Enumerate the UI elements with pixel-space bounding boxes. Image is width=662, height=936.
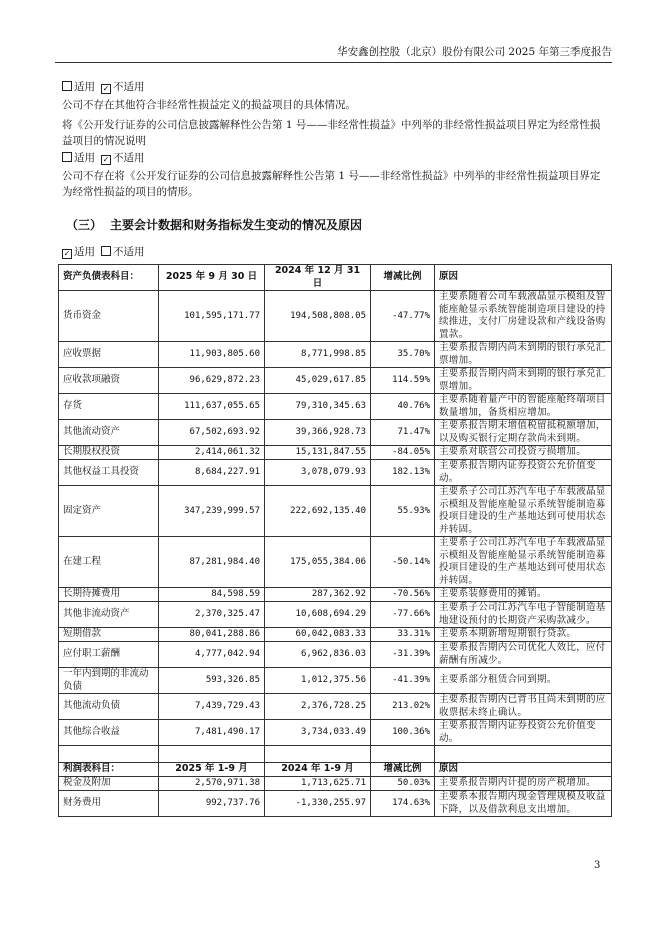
row-reason: 主要系报告期内计提的房产税增加。 xyxy=(435,777,612,791)
table-header-row xyxy=(59,763,612,777)
row-change-ratio: -47.77% xyxy=(371,291,435,342)
option-applicable[interactable] xyxy=(62,152,95,164)
row-change-ratio: -70.56% xyxy=(371,588,435,602)
table-row xyxy=(59,777,612,791)
table-row xyxy=(59,642,612,668)
row-reason: 主要系子公司江苏汽车电子车载液晶显示模组及智能座舱显示系统智能制造募投项目建设的生产基地达到可使用状态并转固。 xyxy=(435,537,612,588)
option-label: 适用 xyxy=(74,81,95,93)
row-change-ratio: 114.59% xyxy=(371,368,435,394)
row-prior-value: 8,771,998.85 xyxy=(265,342,371,368)
table-row xyxy=(59,588,612,602)
row-current-value: 101,595,171.77 xyxy=(159,291,265,342)
row-prior-value: 79,310,345.63 xyxy=(265,394,371,420)
section-number: （三） xyxy=(66,218,103,232)
row-prior-value: 10,608,694.29 xyxy=(265,602,371,628)
row-prior-value: 222,692,135.40 xyxy=(265,486,371,537)
row-change-ratio: 40.76% xyxy=(371,394,435,420)
header-prior: 2024 年 1-9 月 xyxy=(265,763,371,777)
row-item: 应收款项融资 xyxy=(59,368,159,394)
option-not-applicable[interactable] xyxy=(101,246,145,258)
table-row xyxy=(59,342,612,368)
table-row xyxy=(59,720,612,746)
row-current-value: 111,637,055.65 xyxy=(159,394,265,420)
row-item: 存货 xyxy=(59,394,159,420)
unchecked-box-icon xyxy=(101,246,111,256)
row-current-value: 8,684,227.91 xyxy=(159,460,265,486)
row-change-ratio: 182.13% xyxy=(371,460,435,486)
row-change-ratio: -84.05% xyxy=(371,446,435,460)
header-current: 2025 年 1-9 月 xyxy=(159,763,265,777)
row-change-ratio: -77.66% xyxy=(371,602,435,628)
table-row xyxy=(59,394,612,420)
row-current-value: 7,481,490.17 xyxy=(159,720,265,746)
row-prior-value: 1,012,375.56 xyxy=(265,668,371,694)
row-change-ratio: 100.36% xyxy=(371,720,435,746)
table-row xyxy=(59,420,612,446)
row-reason: 主要系报告期内证券投资公允价值变动。 xyxy=(435,460,612,486)
row-current-value: 2,370,325.47 xyxy=(159,602,265,628)
row-reason: 主要系对联营公司投资亏损增加。 xyxy=(435,446,612,460)
row-prior-value: 3,078,079.93 xyxy=(265,460,371,486)
option-applicable[interactable] xyxy=(62,81,95,93)
row-prior-value: 175,055,384.06 xyxy=(265,537,371,588)
unchecked-box-icon xyxy=(62,81,72,91)
row-prior-value: 39,366,928.73 xyxy=(265,420,371,446)
paragraph-2: 将《公开发行证券的公司信息披露解释性公告第 1 号——非经常性损益》中列举的非经常性损益项目界定为经常性损益项目的情况说明 xyxy=(62,119,601,147)
row-prior-value: 194,508,808.05 xyxy=(265,291,371,342)
row-reason: 主要系装修费用的摊销。 xyxy=(435,588,612,602)
checked-box-icon: ✓ xyxy=(63,249,71,258)
checked-box-icon: ✓ xyxy=(102,155,110,164)
row-current-value: 347,239,999.57 xyxy=(159,486,265,537)
row-prior-value: 45,029,617.85 xyxy=(265,368,371,394)
row-current-value: 84,598.59 xyxy=(159,588,265,602)
row-item: 其他综合收益 xyxy=(59,720,159,746)
option-applicable[interactable] xyxy=(62,246,95,258)
row-change-ratio: 71.47% xyxy=(371,420,435,446)
header-item: 利润表科目： xyxy=(59,763,159,777)
row-item: 货币资金 xyxy=(59,291,159,342)
header-current: 2025 年 9 月 30 日 xyxy=(159,265,265,291)
row-item: 应付职工薪酬 xyxy=(59,642,159,668)
row-current-value: 80,041,288.86 xyxy=(159,628,265,642)
row-item: 其他非流动资产 xyxy=(59,602,159,628)
row-item: 短期借款 xyxy=(59,628,159,642)
paragraph-1: 公司不存在其他符合非经常性损益定义的损益项目的具体情况。 xyxy=(62,99,356,111)
row-current-value: 2,414,061.32 xyxy=(159,446,265,460)
table-row xyxy=(59,446,612,460)
row-change-ratio: -50.14% xyxy=(371,537,435,588)
table-header-row xyxy=(59,265,612,291)
row-change-ratio: 213.02% xyxy=(371,694,435,720)
row-item: 长期待摊费用 xyxy=(59,588,159,602)
row-item: 税金及附加 xyxy=(59,777,159,791)
checkbox-row-1 xyxy=(62,79,607,95)
row-reason: 主要系本期新增短期银行贷款。 xyxy=(435,628,612,642)
row-change-ratio: -41.39% xyxy=(371,668,435,694)
row-current-value: 96,629,872.23 xyxy=(159,368,265,394)
section-title: 主要会计数据和财务指标发生变动的情况及原因 xyxy=(110,218,363,232)
checkbox-row-2 xyxy=(62,150,607,166)
row-change-ratio: 33.31% xyxy=(371,628,435,642)
header-change: 增减比例 xyxy=(371,265,435,291)
header-item: 资产负债表科目： xyxy=(59,265,159,291)
option-label: 适用 xyxy=(74,152,95,164)
row-current-value: 4,777,042.94 xyxy=(159,642,265,668)
row-change-ratio: -31.39% xyxy=(371,642,435,668)
row-prior-value: 1,713,625.71 xyxy=(265,777,371,791)
row-current-value: 11,903,805.60 xyxy=(159,342,265,368)
row-item: 财务费用 xyxy=(59,791,159,817)
row-prior-value: 6,962,836.03 xyxy=(265,642,371,668)
empty-cell xyxy=(435,746,612,763)
row-reason: 主要系报告期内证券投资公允价值变动。 xyxy=(435,720,612,746)
empty-cell xyxy=(159,746,265,763)
row-current-value: 7,439,729.43 xyxy=(159,694,265,720)
row-current-value: 2,570,971.38 xyxy=(159,777,265,791)
row-reason: 主要系部分租赁合同到期。 xyxy=(435,668,612,694)
row-current-value: 992,737.76 xyxy=(159,791,265,817)
option-label: 适用 xyxy=(74,246,95,258)
row-current-value: 67,502,693.92 xyxy=(159,420,265,446)
row-reason: 主要系随着公司车载液晶显示模组及智能座舱显示系统智能制造项目建设的持续推进，支付厂房建设款和产线设备购置款。 xyxy=(435,291,612,342)
row-reason: 主要系子公司江苏汽车电子车载液晶显示模组及智能座舱显示系统智能制造募投项目建设的生产基地达到可使用状态并转固。 xyxy=(435,486,612,537)
row-change-ratio: 55.93% xyxy=(371,486,435,537)
header-prior: 2024 年 12 月 31 日 xyxy=(265,265,371,291)
row-reason: 主要系本报告期内现金管理规模及收益下降，以及借款利息支出增加。 xyxy=(435,791,612,817)
row-item: 固定资产 xyxy=(59,486,159,537)
page-header: 华安鑫创控股（北京）股份有限公司 2025 年第三季度报告 xyxy=(337,46,612,58)
row-item: 应收票据 xyxy=(59,342,159,368)
row-item: 在建工程 xyxy=(59,537,159,588)
row-change-ratio: 35.70% xyxy=(371,342,435,368)
row-current-value: 593,326.85 xyxy=(159,668,265,694)
table-row xyxy=(59,460,612,486)
row-item: 其他流动资产 xyxy=(59,420,159,446)
page-number: 3 xyxy=(594,860,601,871)
option-not-applicable[interactable] xyxy=(101,152,145,164)
row-prior-value: 287,362.92 xyxy=(265,588,371,602)
row-change-ratio: 174.63% xyxy=(371,791,435,817)
row-item: 一年内到期的非流动负债 xyxy=(59,668,159,694)
header-reason: 原因 xyxy=(435,265,612,291)
row-prior-value: 2,376,728.25 xyxy=(265,694,371,720)
table-row xyxy=(59,537,612,588)
header-reason: 原因 xyxy=(435,763,612,777)
row-reason: 主要系报告期内尚未到期的银行承兑汇票增加。 xyxy=(435,368,612,394)
header-change: 增减比例 xyxy=(371,763,435,777)
empty-cell xyxy=(59,746,159,763)
table-row xyxy=(59,791,612,817)
empty-cell xyxy=(265,746,371,763)
unchecked-box-icon xyxy=(62,152,72,162)
table-row xyxy=(59,602,612,628)
row-item: 其他权益工具投资 xyxy=(59,460,159,486)
table-spacer-row xyxy=(59,746,612,763)
row-prior-value: 3,734,033.49 xyxy=(265,720,371,746)
table-row xyxy=(59,368,612,394)
option-label: 不适用 xyxy=(113,81,145,93)
row-item: 其他流动负债 xyxy=(59,694,159,720)
row-reason: 主要系子公司江苏汽车电子智能制造基地建设预付的长期资产采购款减少。 xyxy=(435,602,612,628)
row-reason: 主要系报告期内公司优化人效比，应付薪酬有所减少。 xyxy=(435,642,612,668)
table-row xyxy=(59,694,612,720)
table-row xyxy=(59,628,612,642)
paragraph-3: 公司不存在将《公开发行证券的公司信息披露解释性公告第 1 号——非经常性损益》中列举的非经常性损益项目界定为经常性损益的项目的情形。 xyxy=(62,170,601,198)
empty-cell xyxy=(371,746,435,763)
row-current-value: 87,281,984.40 xyxy=(159,537,265,588)
option-label: 不适用 xyxy=(113,152,145,164)
row-reason: 主要系报告期内尚未到期的银行承兑汇票增加。 xyxy=(435,342,612,368)
table-row xyxy=(59,668,612,694)
row-prior-value: 15,131,847.55 xyxy=(265,446,371,460)
row-reason: 主要系报告期末增值税留抵税额增加，以及购买银行定期存款尚未到期。 xyxy=(435,420,612,446)
row-prior-value: 60,042,083.33 xyxy=(265,628,371,642)
section-heading xyxy=(66,216,362,233)
financial-change-table xyxy=(58,264,612,817)
row-prior-value: -1,330,255.97 xyxy=(265,791,371,817)
option-not-applicable[interactable] xyxy=(101,81,145,93)
option-label: 不适用 xyxy=(113,246,145,258)
row-change-ratio: 50.03% xyxy=(371,777,435,791)
header-divider xyxy=(55,62,612,63)
table-row xyxy=(59,291,612,342)
row-reason: 主要系随着量产中的智能座舱终端项目数量增加，备货相应增加。 xyxy=(435,394,612,420)
row-reason: 主要系报告期内已背书且尚未到期的应收票据未终止确认。 xyxy=(435,694,612,720)
checked-box-icon: ✓ xyxy=(102,84,110,93)
checkbox-row-3 xyxy=(62,244,607,260)
table-row xyxy=(59,486,612,537)
row-item: 长期股权投资 xyxy=(59,446,159,460)
